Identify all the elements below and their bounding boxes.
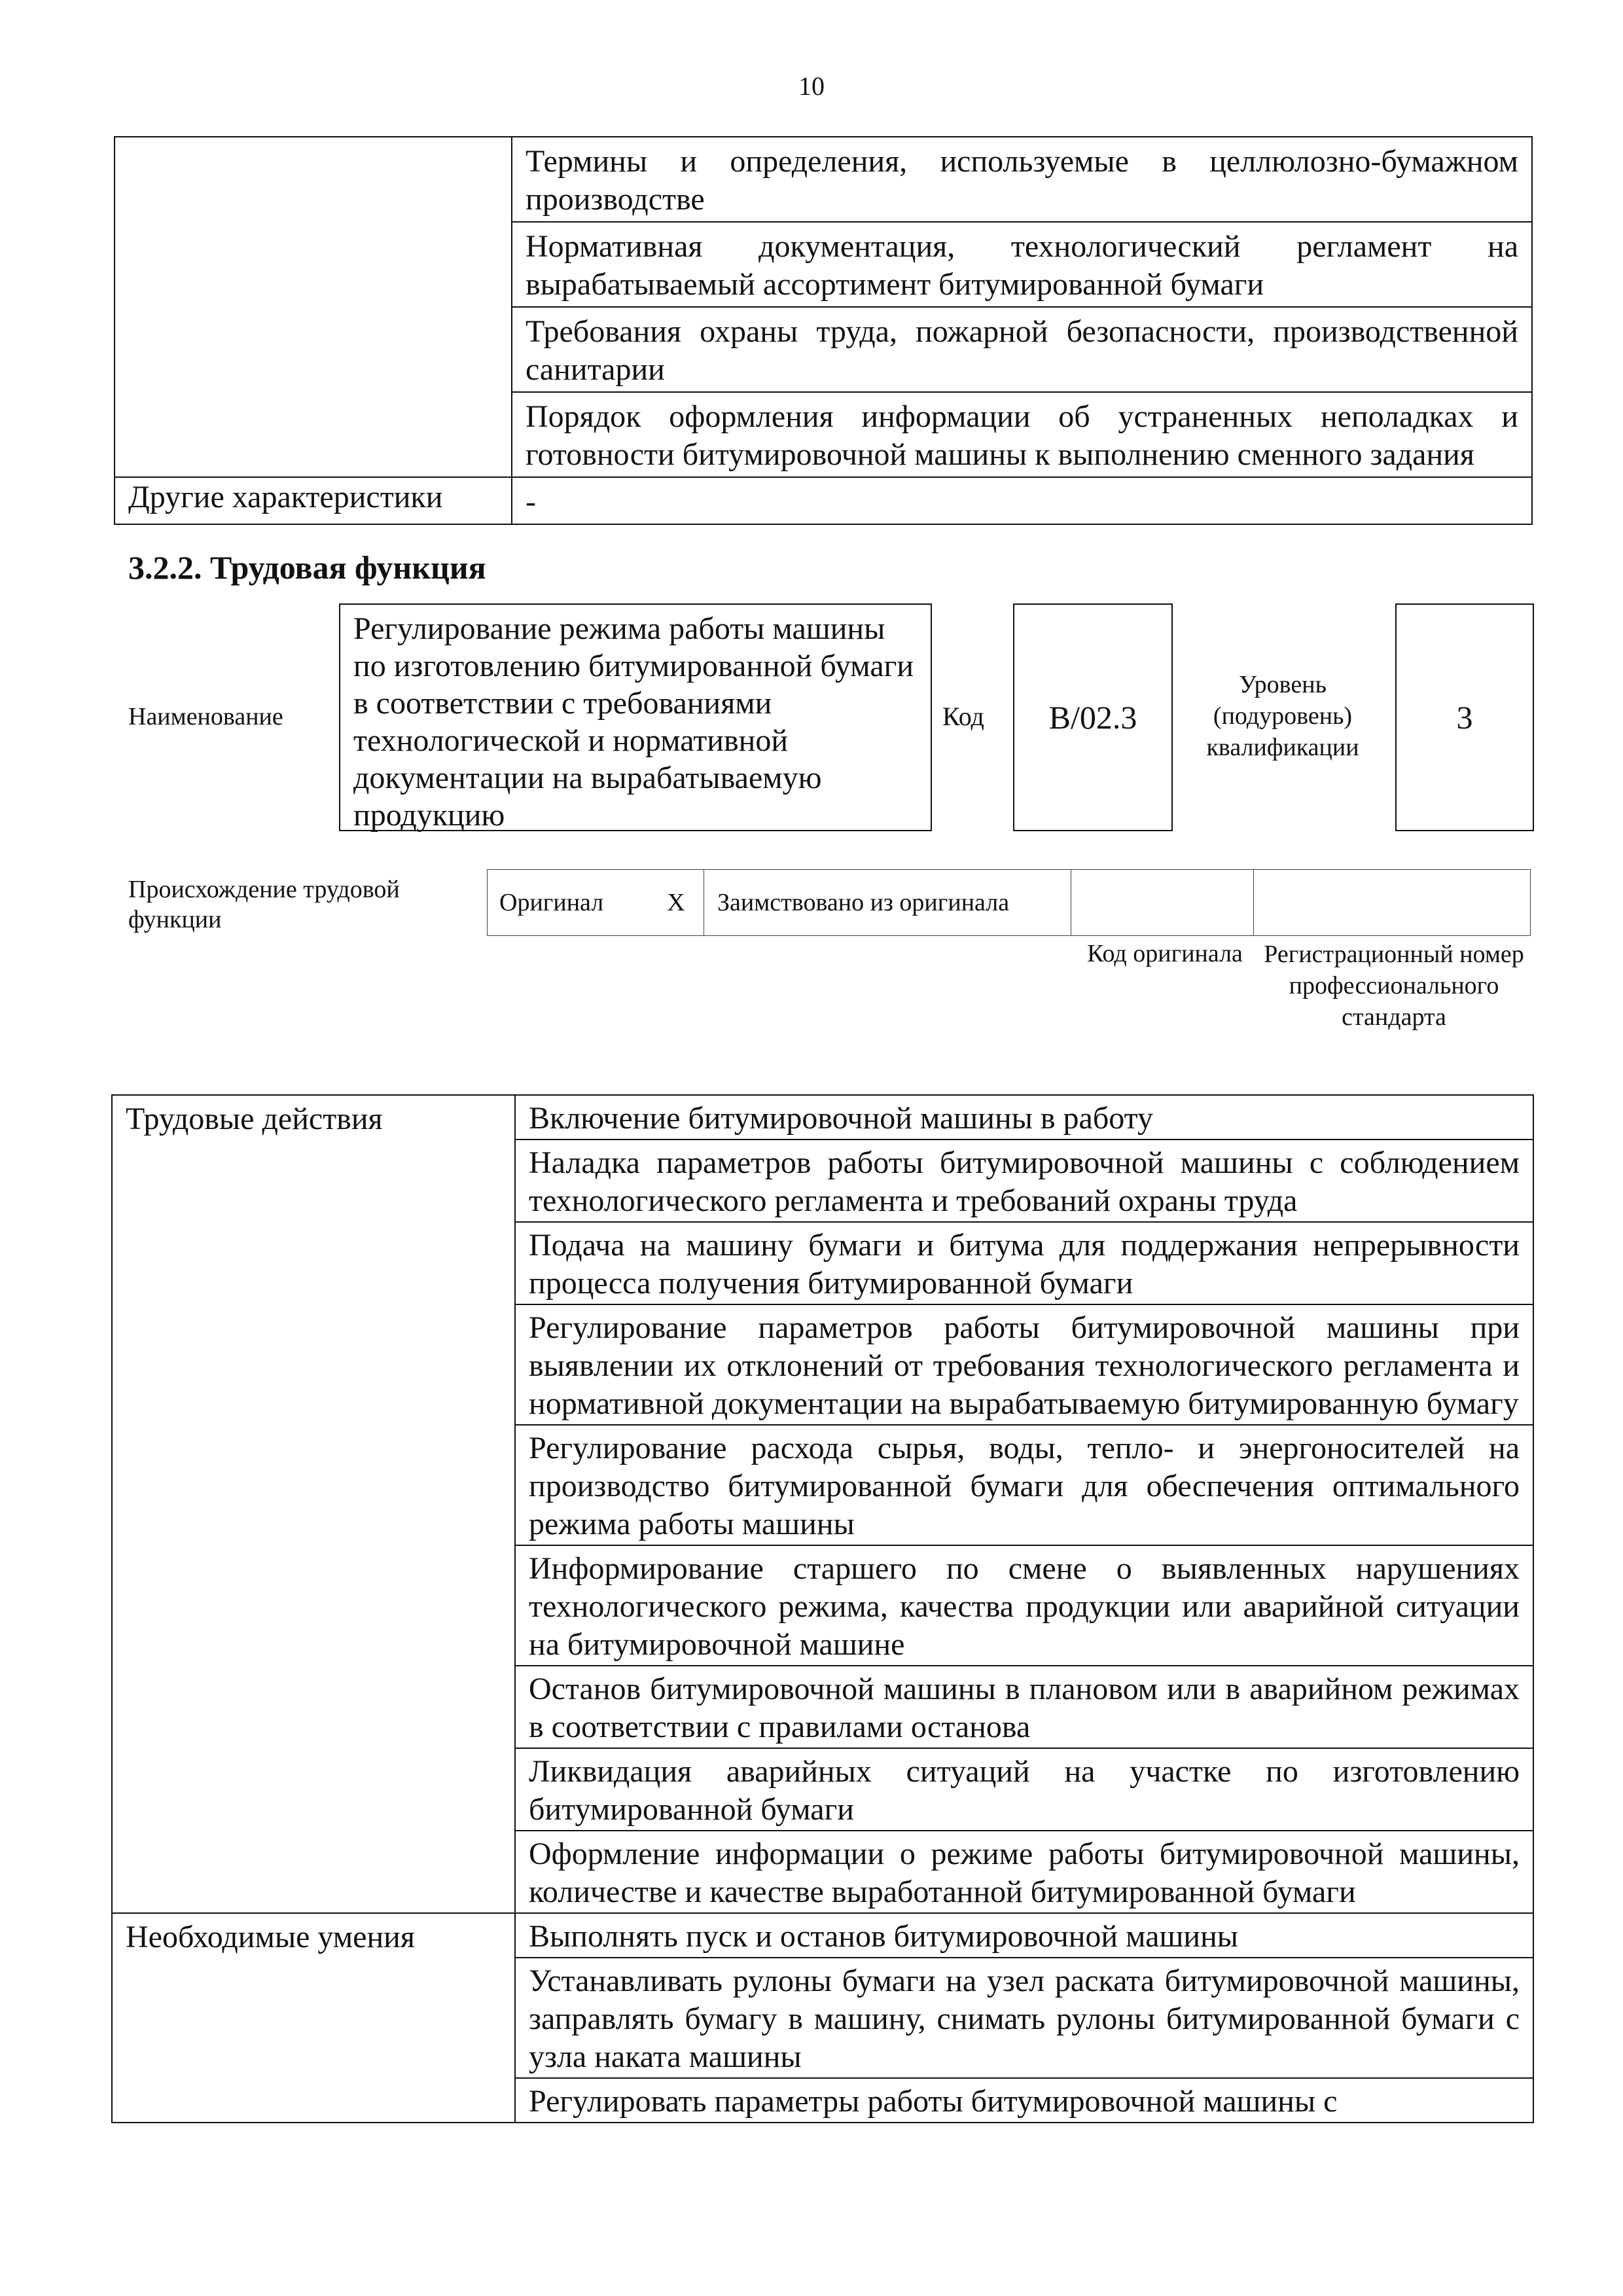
- skill-item: Выполнять пуск и останов битумировочной машины: [515, 1913, 1533, 1958]
- knowledge-item: Нормативная документация, технологический регламент на вырабатываемый ассортимент битумированной бумаги: [512, 222, 1532, 307]
- knowledge-item: Термины и определения, используемые в целлюлозно-бумажном производстве: [512, 137, 1532, 222]
- page-number: 10: [798, 71, 825, 101]
- knowledge-continuation-table: [114, 136, 1533, 525]
- function-name-box: Регулирование режима работы машины по изготовлению битумированной бумаги в соответствии с требованиями технологической и нормативной документации на вырабатываемую продукцию: [339, 603, 932, 831]
- labor-action-item: Информирование старшего по смене о выявленных нарушениях технологического режима, качества продукции или аварийной ситуации на битумировочной машине: [515, 1545, 1533, 1666]
- labor-functions-table: [111, 1094, 1534, 2123]
- labor-action-item: Регулирование расхода сырья, воды, тепло- и энергоносителей на производство битумированной бумаги для обеспечения оптимального режима работы машины: [515, 1425, 1533, 1545]
- labor-action-item: Наладка параметров работы битумировочной машины с соблюдением технологического регламента и требований охраны труда: [515, 1139, 1533, 1222]
- knowledge-item: Порядок оформления информации об устраненных неполадках и готовности битумировочной машины к выполнению сменного задания: [512, 392, 1532, 477]
- registration-number-cell: [1254, 870, 1531, 936]
- table-row: [112, 1095, 1533, 1139]
- name-label: Наименование: [128, 703, 283, 730]
- labor-action-item: Ликвидация аварийных ситуаций на участке по изготовлению битумированной бумаги: [515, 1748, 1533, 1831]
- labor-action-item: Подача на машину бумаги и битума для поддержания непрерывности процесса получения битумированной бумаги: [515, 1222, 1533, 1304]
- origin-table: [487, 869, 1531, 936]
- labor-actions-label: Трудовые действия: [112, 1095, 515, 1913]
- function-code-box: B/02.3: [1013, 603, 1173, 831]
- labor-action-item: Оформление информации о режиме работы битумировочной машины, количестве и качестве выработанной битумированной бумаги: [515, 1831, 1533, 1913]
- borrowed-label: Заимствовано из оригинала: [704, 870, 1071, 936]
- section-heading: 3.2.2. Трудовая функция: [128, 549, 486, 586]
- labor-action-item: Регулирование параметров работы битумировочной машины при выявлении их отклонений от требования технологического регламента и нормативной документации на вырабатываемую битумированную бумагу: [515, 1304, 1533, 1425]
- qualification-level-box: 3: [1395, 603, 1534, 831]
- empty-label-cell: [115, 137, 512, 477]
- other-characteristics-value: -: [512, 477, 1532, 524]
- code-label: Код: [942, 702, 984, 731]
- original-mark: X: [649, 870, 704, 936]
- original-code-caption: Код оригинала: [1087, 940, 1243, 967]
- table-row: [488, 870, 1531, 936]
- original-code-cell: [1071, 870, 1254, 936]
- required-skills-label: Необходимые умения: [112, 1913, 515, 2123]
- qualification-level-label: Уровень (подуровень) квалификации: [1206, 671, 1359, 761]
- other-characteristics-label: Другие характеристики: [115, 477, 512, 524]
- registration-number-caption: Регистрационный номер профессионального стандарта: [1264, 941, 1524, 1031]
- skill-item: Регулировать параметры работы битумировочной машины с: [515, 2078, 1533, 2123]
- skill-item: Устанавливать рулоны бумаги на узел раската битумировочной машины, заправлять бумагу в машину, снимать рулоны битумированной бумаги с узла наката машины: [515, 1958, 1533, 2078]
- labor-action-item: Останов битумировочной машины в плановом или в аварийном режимах в соответствии с правилами останова: [515, 1666, 1533, 1748]
- origin-label: Происхождение трудовой функции: [128, 876, 400, 933]
- original-label: Оригинал: [488, 870, 649, 936]
- table-row: [115, 477, 1532, 524]
- knowledge-item: Требования охраны труда, пожарной безопасности, производственной санитарии: [512, 307, 1532, 392]
- table-row: [112, 1913, 1533, 1958]
- labor-action-item: Включение битумировочной машины в работу: [515, 1095, 1533, 1139]
- table-row: [115, 137, 1532, 222]
